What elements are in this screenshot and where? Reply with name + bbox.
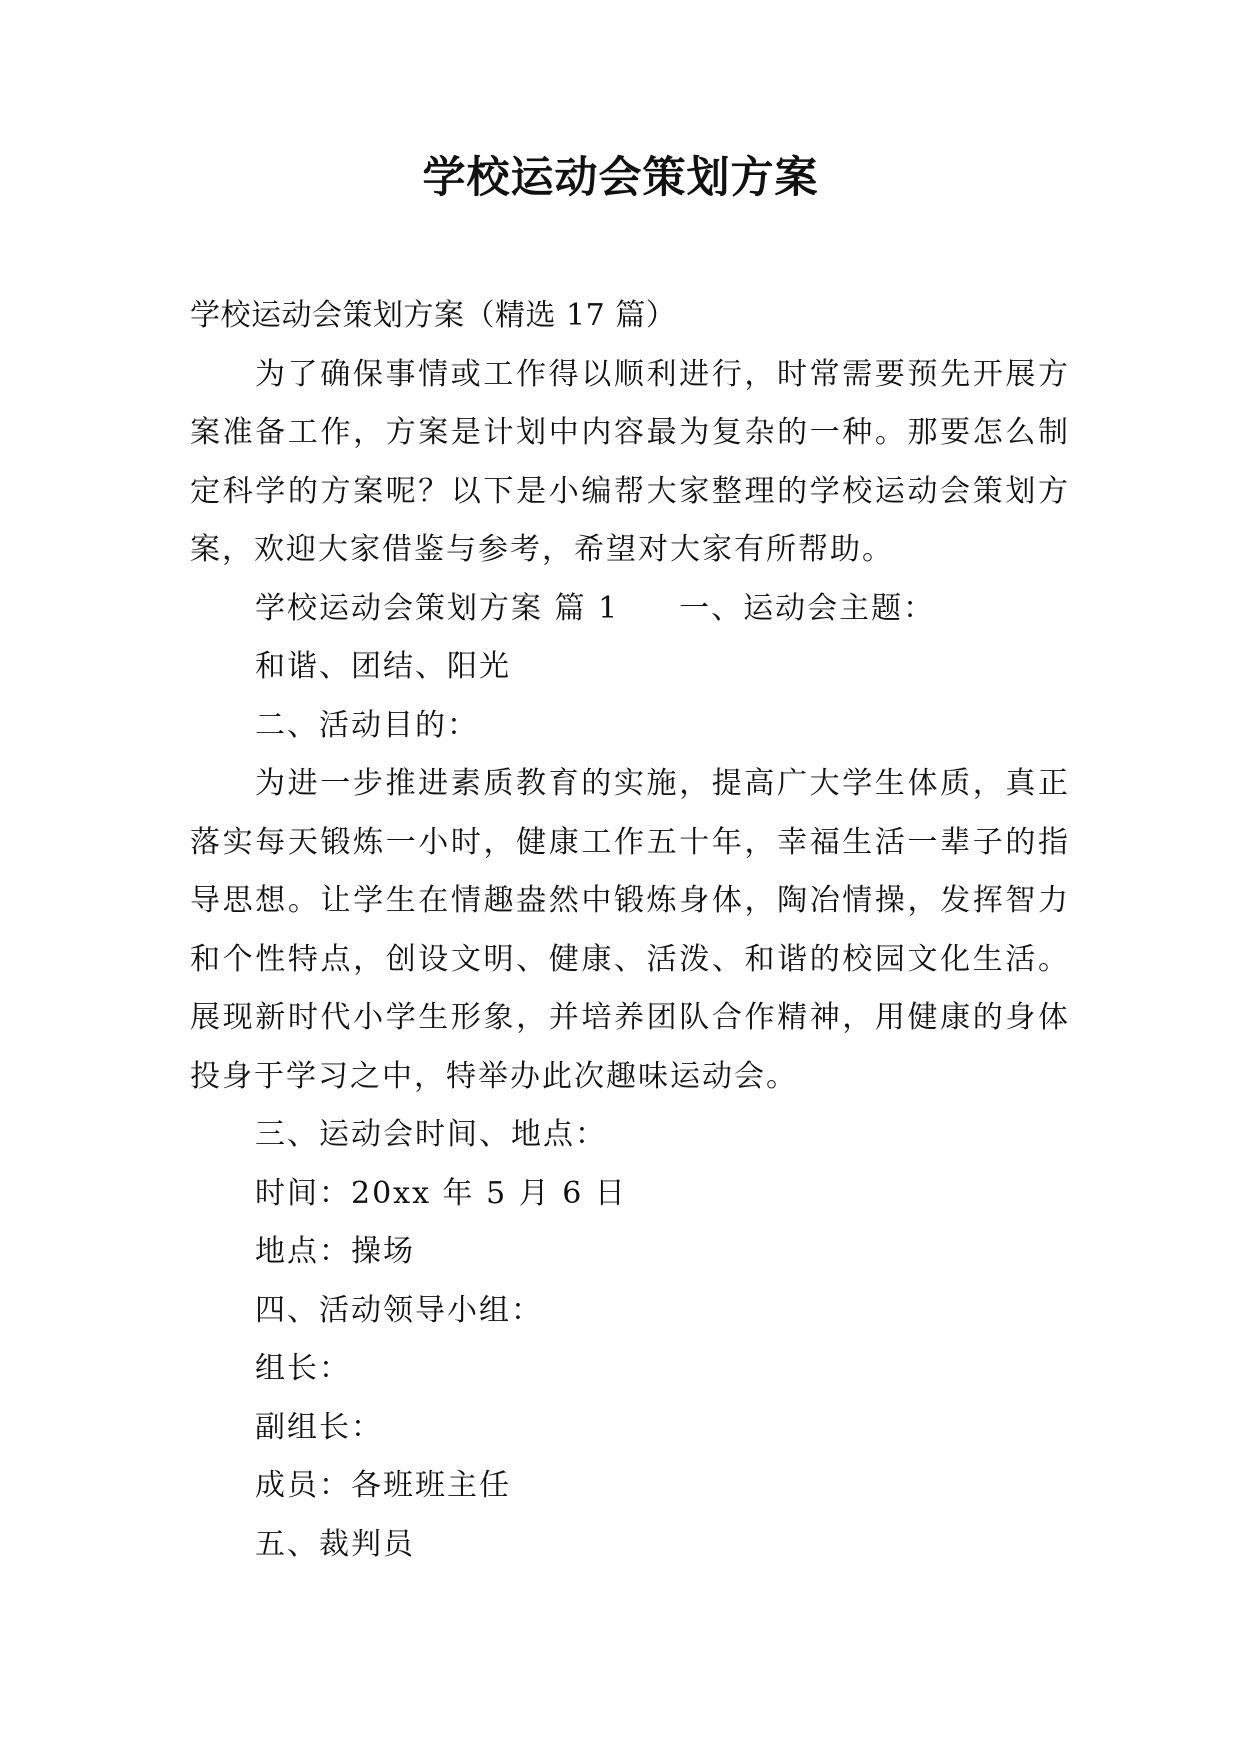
- time-line: 时间：20xx 年 5 月 6 日: [255, 1175, 627, 1211]
- referee-heading: 五、裁判员: [255, 1526, 415, 1562]
- deputy-line: 副组长：: [255, 1409, 383, 1445]
- place-line: 地点：操场: [255, 1234, 415, 1269]
- intro-paragraph: 为了确保事情或工作得以顺利进行，时常需要预先开展方案准备工作，方案是计划中内容最为复杂的一种。那要怎么制定科学的方案呢？以下是小编帮大家整理的学校运动会策划方案，欢迎大家借鉴与参考，希望对大家有所帮助。: [190, 356, 1070, 567]
- purpose-paragraph: 为进一步推进素质教育的实施，提高广大学生体质，真正落实每天锻炼一小时，健康工作五十年，幸福生活一辈子的指导思想。让学生在情趣盎然中锻炼身体，陶冶情操，发挥智力和个性特点，创设文明、健康、活泼、和谐的校园文化生活。展现新时代小学生形象，并培养团队合作精神，用健康的身体投身于学习之中，特举办此次趣味运动会。: [190, 766, 1070, 1094]
- members-line: 成员：各班班主任: [255, 1468, 511, 1503]
- time-place-heading: 三、运动会时间、地点：: [255, 1117, 607, 1152]
- section-heading-line: [190, 580, 1070, 639]
- document-subtitle: 学校运动会策划方案（精选 17 篇）: [190, 298, 677, 333]
- leaders-heading: 四、活动领导小组：: [255, 1292, 543, 1328]
- leader-line: 组长：: [255, 1351, 351, 1386]
- theme-text: 和谐、团结、阳光: [255, 649, 511, 684]
- purpose-heading: 二、活动目的：: [255, 707, 479, 743]
- document-title: 学校运动会策划方案: [422, 153, 819, 203]
- theme-heading: 一、运动会主题：: [679, 590, 936, 626]
- document-body: [190, 287, 1070, 1574]
- section-heading: 学校运动会策划方案 篇 1: [255, 590, 620, 626]
